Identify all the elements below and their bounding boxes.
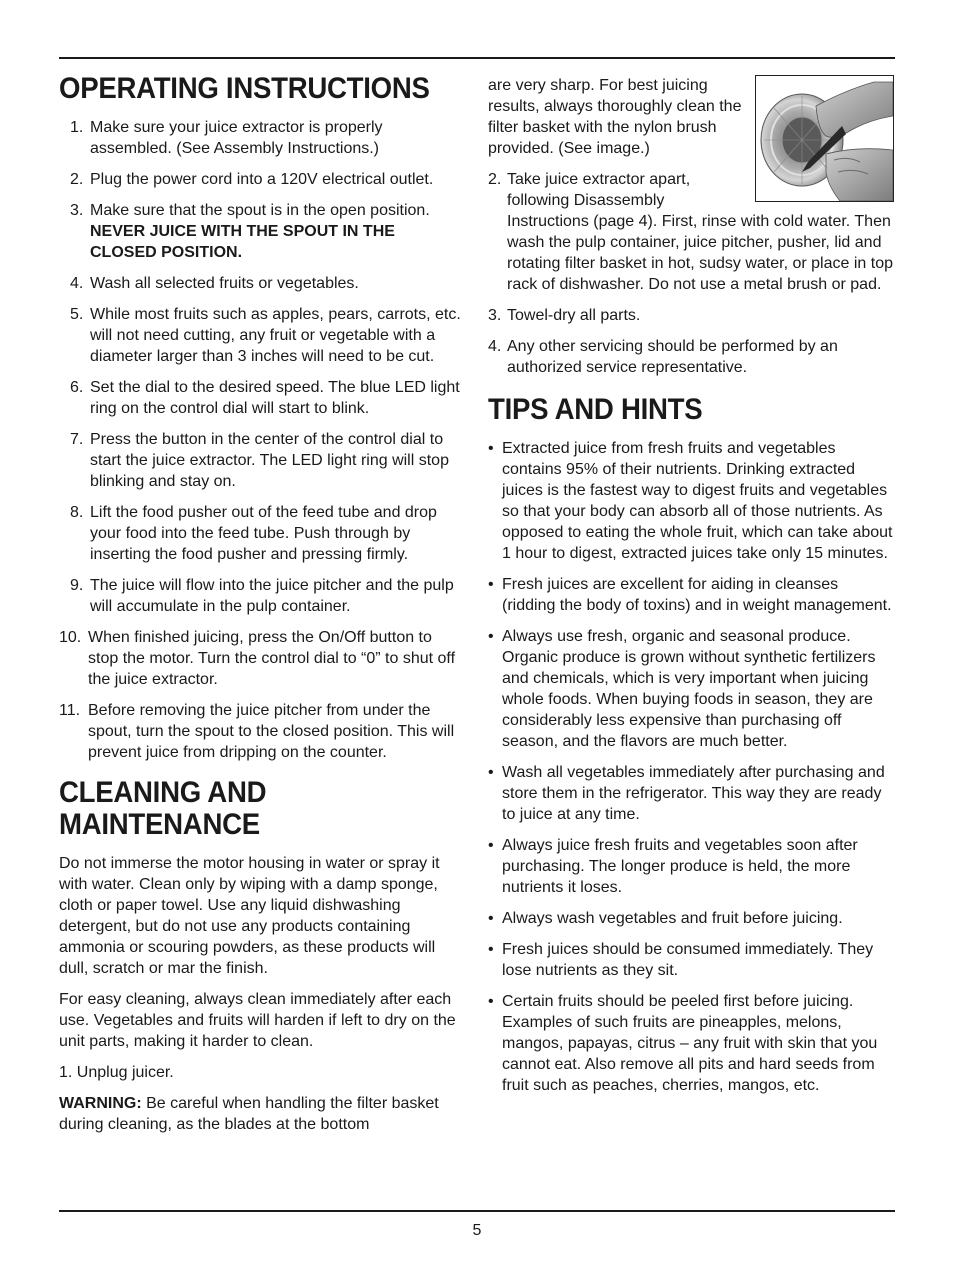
cleaning-maintenance-heading <box>59 777 432 841</box>
step-text: While most fruits such as apples, pears, carrots, etc. will not need cutting, any fruit or vegetable with a diameter larger than 3 inches will need to be cut. <box>90 306 461 365</box>
tip-text: Fresh juices are excellent for aiding in cleanses (ridding the body of toxins) and in weight management. <box>502 576 892 614</box>
bullet-icon: • <box>488 764 494 781</box>
list-item <box>488 438 893 564</box>
step-text <box>90 200 464 263</box>
step-text-wrapped: Take juice extractor apart, following Disassembly <box>507 171 691 209</box>
warning-label: WARNING: <box>59 1095 142 1112</box>
cleaning-heading-line1: CLEANING AND <box>59 776 267 809</box>
step-text: When finished juicing, press the On/Off button to stop the motor. Turn the control dial to “0” to shut off the juice extractor. <box>88 629 456 688</box>
filter-basket-cleaning-photo <box>755 75 894 202</box>
cleaning-continued-text: are very sharp. For best juicing results, always thoroughly clean the filter basket with the nylon brush provided. (See image.) <box>488 77 742 157</box>
tip-text: Always use fresh, organic and seasonal produce. Organic produce is grown without synthetic fertilizers and chemicals, which is very important when juicing whole foods. When buying foods in season, they are considerably less expensive than purchasing off season, and the flavors are much better. <box>502 628 876 750</box>
list-item <box>59 377 464 419</box>
step-text: Any other servicing should be performed by an authorized service representative. <box>507 338 838 376</box>
list-item <box>59 700 464 763</box>
step-text: Before removing the juice pitcher from under the spout, turn the spout to the closed position. This will prevent juice from dripping on the counter. <box>88 702 455 761</box>
cleaning-paragraph-2: For easy cleaning, always clean immediately after each use. Vegetables and fruits will harden if left to dry on the unit parts, making it harder to clean. <box>59 991 456 1050</box>
step-number: 4. <box>70 275 84 292</box>
tip-text: Fresh juices should be consumed immediately. They lose nutrients as they sit. <box>502 941 874 979</box>
list-item <box>488 305 893 326</box>
bottom-rule <box>59 1210 895 1212</box>
tip-text: Always juice fresh fruits and vegetables soon after purchasing. The longer produce is held, the more nutrients it loses. <box>502 837 858 896</box>
list-item <box>59 304 464 367</box>
step-number: 4. <box>488 338 502 355</box>
list-item <box>59 429 464 492</box>
bullet-icon: • <box>488 941 494 958</box>
step-text: Wash all selected fruits or vegetables. <box>90 275 359 292</box>
operating-steps-list <box>59 117 464 763</box>
step-number: 10. <box>59 629 82 646</box>
bullet-icon: • <box>488 993 494 1010</box>
step-number: 9. <box>70 577 84 594</box>
bullet-icon: • <box>488 628 494 645</box>
step-text: Plug the power cord into a 120V electrical outlet. <box>90 171 434 188</box>
list-item <box>59 627 464 690</box>
list-item <box>59 200 464 263</box>
cleaning-heading-line2: MAINTENANCE <box>59 808 260 841</box>
step-text: Lift the food pusher out of the feed tube and drop your food into the feed tube. Push through by inserting the food pusher and pressing firmly. <box>90 504 437 563</box>
cleaning-step-1: 1. Unplug juicer. <box>59 1064 174 1081</box>
step-text: Set the dial to the desired speed. The blue LED light ring on the control dial will start to blink. <box>90 379 460 417</box>
step-number: 11. <box>59 702 81 719</box>
step-text: The juice will flow into the juice pitcher and the pulp will accumulate in the pulp container. <box>90 577 454 615</box>
step-number: 3. <box>488 307 502 324</box>
list-item <box>59 575 464 617</box>
tips-hints-heading: TIPS AND HINTS <box>488 393 703 426</box>
step-text-continued: Instructions (page 4). First, rinse with cold water. Then wash the pulp container, juice pitcher, pusher, lid and rotating filter basket in hot, sudsy water, or place in top rack of dishwasher. Do not use a metal brush or pad. <box>507 213 893 293</box>
list-item <box>488 991 893 1096</box>
list-item <box>488 574 893 616</box>
page-number: 5 <box>472 1222 482 1239</box>
step-number: 1. <box>70 119 84 136</box>
step-text: Towel-dry all parts. <box>507 307 641 324</box>
warning-paragraph <box>59 1093 464 1135</box>
step-number: 3. <box>70 202 84 219</box>
list-item <box>488 336 893 378</box>
tip-text: Wash all vegetables immediately after purchasing and store them in the refrigerator. This way they are ready to juice at any time. <box>502 764 885 823</box>
tips-list <box>488 438 893 1096</box>
list-item <box>59 169 464 190</box>
list-item <box>59 273 464 294</box>
top-rule <box>59 57 895 59</box>
step-text-plain: Make sure that the spout is in the open position. <box>90 202 430 219</box>
step-number: 5. <box>70 306 84 323</box>
tip-text: Always wash vegetables and fruit before juicing. <box>502 910 843 927</box>
warning-text: Be careful when handling the filter basket during cleaning, as the blades at the bottom <box>59 1095 439 1133</box>
list-item <box>488 626 893 752</box>
step-text: Press the button in the center of the control dial to start the juice extractor. The LED light ring will stop blinking and stay on. <box>90 431 449 490</box>
step-number: 2. <box>70 171 84 188</box>
operating-instructions-heading: OPERATING INSTRUCTIONS <box>59 72 430 105</box>
tip-text: Extracted juice from fresh fruits and vegetables contains 95% of their nutrients. Drinking extracted juices is the fastest way to digest fruits and vegetables so that your body can absorb all of those nutrients. As opposed to eating the whole fruit, which can take about 1 hour to digest, extracted juices take only 15 minutes. <box>502 440 893 562</box>
step-text-bold: NEVER JUICE WITH THE SPOUT IN THE CLOSED POSITION. <box>90 223 395 261</box>
right-column <box>488 75 893 1106</box>
bullet-icon: • <box>488 576 494 593</box>
cleaning-paragraph-1: Do not immerse the motor housing in water or spray it with water. Clean only by wiping with a damp sponge, cloth or paper towel. Use any liquid dishwashing detergent, but do not use any products containing ammonia or scouring powders, as these products will dull, scratch or mar the finish. <box>59 855 440 977</box>
tip-text: Certain fruits should be peeled first before juicing. Examples of such fruits are pineapples, melons, mangos, papayas, citrus – any fruit with skin that you cannot eat. Also remove all pits and hard seeds from fruit such as peaches, cherries, mangos, etc. <box>502 993 878 1094</box>
step-number: 7. <box>70 431 84 448</box>
bullet-icon: • <box>488 837 494 854</box>
bullet-icon: • <box>488 440 494 457</box>
left-column <box>59 72 464 1145</box>
list-item <box>488 835 893 898</box>
bullet-icon: • <box>488 910 494 927</box>
list-item <box>59 117 464 159</box>
list-item <box>488 908 893 929</box>
step-text: Make sure your juice extractor is properly assembled. (See Assembly Instructions.) <box>90 119 383 157</box>
list-item <box>59 502 464 565</box>
list-item <box>488 939 893 981</box>
list-item <box>488 762 893 825</box>
step-number: 6. <box>70 379 84 396</box>
step-number: 2. <box>488 171 502 188</box>
step-number: 8. <box>70 504 84 521</box>
